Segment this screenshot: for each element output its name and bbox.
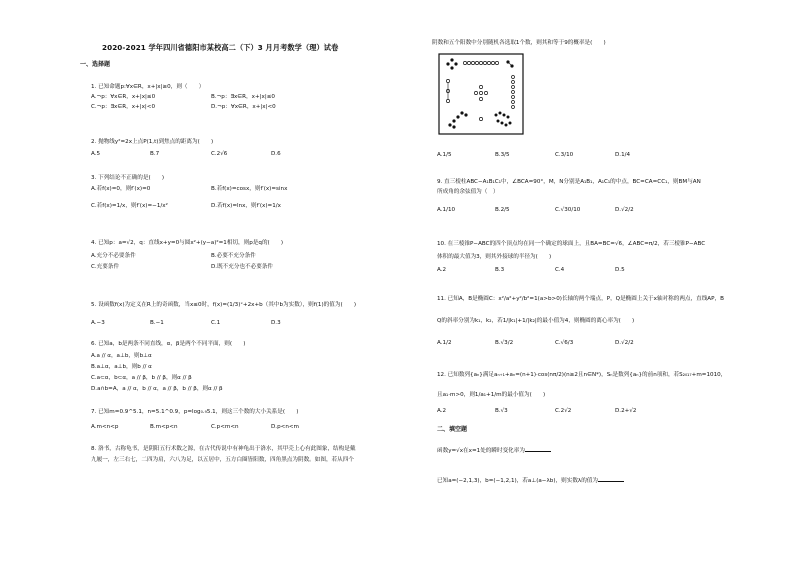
question-9-option-d: D.√2/2	[615, 207, 634, 213]
question-12-stem-cont: 且a₁·m>0，则1/a₁+1/m的最小值为( )	[437, 392, 546, 398]
section-choice-heading: 一、选择题	[80, 61, 111, 68]
section-fill-heading: 二、填空题	[437, 426, 468, 433]
question-9-option-b: B.2/5	[495, 207, 510, 213]
question-4-option-d: D.既不充分也不必要条件	[211, 264, 274, 270]
question-12-option-d: D.2+√2	[615, 408, 637, 414]
question-4-option-a: A.充分不必要条件	[91, 253, 136, 259]
question-12-option-b: B.√3	[495, 408, 508, 414]
question-12-stem: 12. 已知数列{aₙ}满足aₙ₊₁+aₙ=(n+1)·cos(nπ/2)(n≥2且n∈N*)，Sₙ是数列{aₙ}的前n项和，若S₂₀₁₇+m=1010，	[437, 372, 727, 378]
question-10-option-c: C.4	[555, 267, 565, 273]
question-13	[437, 446, 551, 455]
question-13-text: 函数y=√x在x=1处的瞬时变化率为	[437, 448, 525, 454]
question-6-option-b: B.a⊥α，a⊥b，则b // α	[91, 364, 152, 370]
question-3-stem: 3. 下列结论不正确的是( )	[91, 175, 165, 181]
question-3-option-d: D.若f(x)=lnx，则f′(x)=1/x	[211, 203, 281, 209]
question-10-option-d: D.5	[615, 267, 625, 273]
question-11-option-c: C.√6/3	[555, 340, 574, 346]
question-14-text: 已知a=(−2,1,3)，b=(−1,2,1)，若a⊥(a−λb)，则实数λ的值为	[437, 478, 598, 484]
question-5-option-b: B.−1	[150, 320, 164, 326]
question-11-option-a: A.1/2	[437, 340, 452, 346]
question-3-option-a: A.若f(x)=0，则f′(x)=0	[91, 186, 151, 192]
question-12-option-c: C.2√2	[555, 408, 572, 414]
question-11-stem-cont: Q的斜率分别为k₁，k₂，若1/|k₁|+1/|k₂|的最小值为4，则椭圆的离心率为( )	[437, 318, 635, 324]
question-10-option-b: B.3	[495, 267, 505, 273]
question-6-stem: 6. 已知a，b是两条不同直线，α，β是两个不同平面，则( )	[91, 341, 246, 347]
question-5-option-a: A.−3	[91, 320, 105, 326]
question-7-option-c: C.p<m<n	[211, 424, 239, 430]
question-1-stem: 1. 已知命题p:∀x∈R，x+|x|≥0，则（ ）	[91, 84, 205, 90]
question-10-stem-cont: 体积的最大值为3，则其外接球的半径为( )	[437, 254, 552, 260]
right-column-content	[397, 0, 787, 562]
question-3-option-c: C.若f(x)=1/x，则f′(x)=−1/x²	[91, 203, 168, 209]
question-7-option-a: A.m<n<p	[91, 424, 119, 430]
question-1-option-a: A.¬p：∀x∈R，x+|x|≤0	[91, 94, 156, 100]
question-1-option-d: D.¬p：∀x∈R，x+|x|<0	[211, 104, 276, 110]
question-9-option-c: C.√30/10	[555, 207, 581, 213]
question-2-option-c: C.2√6	[211, 151, 228, 157]
question-3-option-b: B.若f(x)=cosx，则f′(x)=sinx	[211, 186, 288, 192]
question-2-option-a: A.5	[91, 151, 101, 157]
question-6-option-c: C.a⊂α，b⊂α，a // β，b // β，则α // β	[91, 375, 192, 381]
question-11-stem: 11. 已知A，B是椭圆C：x²/a²+y²/b²=1(a>b>0)长轴的两个端点，P，Q是椭圆上关于x轴对称的两点，直线AP，B	[437, 296, 724, 302]
question-4-option-c: C.充要条件	[91, 264, 120, 270]
question-9-stem: 9. 直三棱柱ABC−A₁B₁C₁中，∠BCA=90°，M，N分别是A₁B₁，A₁C₁的中点，BC=CA=CC₁，则BM与AN	[437, 179, 701, 185]
question-8-continuation: 阴数和五个阳数中分别随机各选取1个数，则其和等于9的概率是( )	[432, 40, 606, 46]
question-5-option-d: D.3	[271, 320, 281, 326]
question-9-option-a: A.1/10	[437, 207, 456, 213]
question-8-line-2: 九履一，左三右七，二四为肩，六八为足，以五居中，五方白圈皆阳数，四角黑点为阴数。如图，若从四个	[91, 457, 354, 463]
question-8-option-a: A.1/5	[437, 152, 452, 158]
question-5-option-c: C.1	[211, 320, 221, 326]
question-4-stem: 4. 已知p：a=√2，q：直线x+y=0与圆x²+(y−a)²=1相切，则p是q的( )	[91, 240, 284, 246]
question-13-blank	[525, 446, 551, 452]
question-4-option-b: B.必要不充分条件	[211, 253, 256, 259]
question-14-blank	[598, 476, 624, 482]
question-6-option-d: D.a∩b=A，a // α，b // α，a // β，b // β，则α // β	[91, 386, 223, 392]
question-6-option-a: A.a // α，a⊥b，则b⊥α	[91, 353, 152, 359]
left-column	[0, 0, 380, 562]
question-7-stem: 7. 已知m=0.9^5.1，n=5.1^0.9，p=log₀.₉5.1，则这三个数的大小关系是( )	[91, 409, 299, 415]
question-5-stem: 5. 设函数f(x)为定义在R上的奇函数，当x≤0时，f(x)=(1/3)ˣ+2x+b（其中b为实数），则f(1)的值为( )	[91, 302, 356, 308]
question-11-option-b: B.√3/2	[495, 340, 514, 346]
question-8-line-1: 8. 洛书，古称龟书，是阴阳五行术数之源，在古代传说中有神龟出于洛水，其甲壳上心有此图象，结构是戴	[91, 446, 356, 452]
question-7-option-d: D.p<n<m	[271, 424, 300, 430]
question-7-option-b: B.m<p<n	[150, 424, 178, 430]
question-1-option-b: B.¬p：∃x∈R，x+|x|≤0	[211, 94, 275, 100]
question-14	[437, 476, 624, 485]
question-10-option-a: A.2	[437, 267, 447, 273]
question-2-option-d: D.6	[271, 151, 281, 157]
question-2-stem: 2. 抛物线y²=2x上点P(1,t)到焦点的距离为( )	[91, 139, 214, 145]
question-8-option-c: C.3/10	[555, 152, 574, 158]
question-11-option-d: D.√2/2	[615, 340, 634, 346]
question-2-option-b: B.7	[150, 151, 160, 157]
question-12-option-a: A.2	[437, 408, 447, 414]
question-10-stem: 10. 在三棱锥P−ABC的四个顶点均在同一个确定的球面上，且BA=BC=√6，∠ABC=π/2，若三棱锥P−ABC	[437, 241, 706, 247]
question-8-option-d: D.1/4	[615, 152, 631, 158]
question-1-option-c: C.¬p：∃x∈R，x+|x|<0	[91, 104, 156, 110]
question-8-option-b: B.3/5	[495, 152, 510, 158]
exam-title: 2020-2021 学年四川省德阳市某校高二（下）3 月月考数学（理）试卷	[102, 43, 339, 52]
question-9-stem-cont: 所成角的余弦值为（ ）	[437, 189, 499, 195]
